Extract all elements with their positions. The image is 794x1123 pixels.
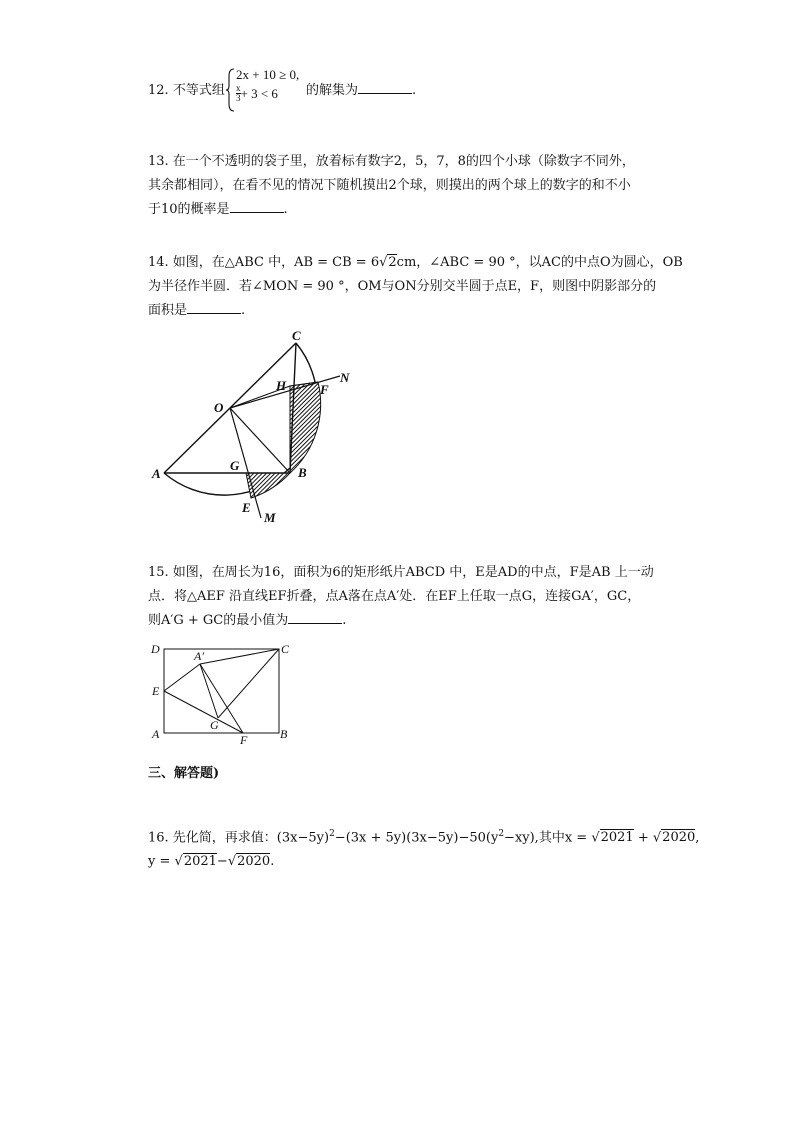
figure-15 bbox=[148, 640, 308, 750]
label-G: G bbox=[210, 718, 219, 732]
label-E: E bbox=[242, 500, 251, 515]
q16-line2a: y = bbox=[148, 854, 175, 870]
figure-14 bbox=[148, 328, 368, 532]
label-B: B bbox=[298, 465, 307, 480]
label-B: B bbox=[280, 727, 288, 741]
q12-brace bbox=[226, 68, 236, 112]
label-A: A bbox=[152, 727, 160, 741]
q16-line1c: −xy),其中x = bbox=[504, 830, 592, 846]
label-C: C bbox=[292, 328, 301, 343]
q15-line2: 点．将△AEF 沿直线EF折叠，点A落在点A′处．在EF上任取一点G，连接GA′，GC， bbox=[148, 589, 641, 604]
label-N: N bbox=[340, 370, 350, 385]
q12-number: 12. bbox=[148, 83, 169, 98]
label-M: M bbox=[264, 510, 276, 525]
q16-sup-b: 2 bbox=[498, 829, 505, 839]
q12-row2 bbox=[236, 84, 299, 103]
q14-end: . bbox=[241, 303, 246, 318]
q13-end: . bbox=[283, 202, 288, 217]
question-15 bbox=[148, 561, 688, 633]
q12-suffix: 的解集为 bbox=[306, 83, 359, 98]
q16-line1a: 16. 先化简，再求值：(3x−5y) bbox=[148, 830, 330, 846]
q12-prefix: 不等式组 bbox=[172, 83, 225, 98]
q14-answer-blank bbox=[187, 299, 241, 314]
section-3-title: 三、解答题) bbox=[148, 766, 220, 781]
q13-line1: 13. 在一个不透明的袋子里，放着标有数字2，5，7，8的四个小球（除数字不同外， bbox=[148, 154, 635, 169]
q14-line2: 为半径作半圆．若∠MON = 90 °，OM与ON分别交半圆于点E，F，则图中阴影部分的 bbox=[148, 279, 657, 294]
label-A: A bbox=[152, 466, 161, 481]
q16-sqrt-3: 2021 bbox=[183, 854, 217, 870]
label-H: H bbox=[276, 378, 287, 393]
q15-line3: 则A′G + GC的最小值为 bbox=[148, 613, 289, 628]
q12-answer-blank bbox=[358, 79, 412, 94]
label-C: C bbox=[281, 642, 290, 656]
q12-row1: 2x + 10 ≥ 0, bbox=[236, 67, 300, 82]
q15-end: . bbox=[342, 613, 347, 628]
question-12 bbox=[148, 66, 688, 114]
q13-line2: 其余都相同），在看不见的情况下随机摸出2个球，则摸出的两个球上的数字的和不小 bbox=[148, 178, 631, 193]
q14-line1b: cm，∠ABC = 90 °，以AC的中点O为圆心，OB bbox=[396, 255, 683, 270]
q15-line1: 15. 如图，在周长为16，面积为6的矩形纸片ABCD 中，E是AD的中点，F是AB 上一动 bbox=[148, 565, 654, 580]
q15-answer-blank bbox=[288, 609, 342, 624]
q16-sup-a: 2 bbox=[329, 829, 335, 839]
q16-minus: − bbox=[216, 854, 228, 870]
shaded-region-bf bbox=[290, 382, 321, 473]
question-14: 14. 如图，在△ABC 中，AB = CB = 6√2cm，∠ABC = 90 °，以AC的中点O为圆心，OB 为半径作半圆．若∠MON = 90 °，OM与ON分别交半圆于点E，F，则图中阴影部分的 面积是 . bbox=[148, 251, 688, 323]
q12-frac-den: 3 bbox=[236, 93, 241, 103]
q14-sqrt: 2 bbox=[388, 255, 397, 270]
label-O: O bbox=[214, 400, 224, 415]
q16-line2-end: . bbox=[270, 854, 275, 870]
q16-plus: + bbox=[633, 830, 653, 846]
label-F: F bbox=[320, 382, 329, 397]
q16-sqrt-4: 2020 bbox=[237, 854, 271, 870]
q12-frac-num: x bbox=[236, 83, 241, 93]
label-D: D bbox=[151, 642, 160, 656]
q14-line1a: 14. 如图，在△ABC 中，AB = CB = 6 bbox=[148, 255, 380, 270]
q12-end: . bbox=[412, 83, 417, 98]
shaded-region-ge bbox=[246, 473, 290, 498]
q13-line3: 于10的概率是 bbox=[148, 202, 230, 217]
label-E: E bbox=[152, 684, 160, 698]
q14-line3: 面积是 bbox=[148, 303, 188, 318]
q16-line1b: −(3x + 5y)(3x−5y)−50(y bbox=[334, 830, 499, 846]
q13-answer-blank bbox=[230, 198, 284, 213]
label-A-prime: A′ bbox=[194, 649, 204, 663]
label-G: G bbox=[230, 458, 240, 473]
question-16: 16. 先化简，再求值：$(3x-5y)^2-(3x + 5y)(3x-5y)-50(y^2-xy)$,其中x = √2021 + √2020, y = √2021−√2020. bbox=[148, 829, 700, 870]
q12-row2-rest: + 3 < 6 bbox=[240, 85, 278, 101]
q16-sqrt-2: 2020 bbox=[662, 830, 696, 846]
q16-comma: , bbox=[695, 830, 700, 846]
question-13 bbox=[148, 150, 688, 222]
q16-sqrt-1: 2021 bbox=[600, 830, 634, 846]
label-F: F bbox=[240, 733, 248, 746]
